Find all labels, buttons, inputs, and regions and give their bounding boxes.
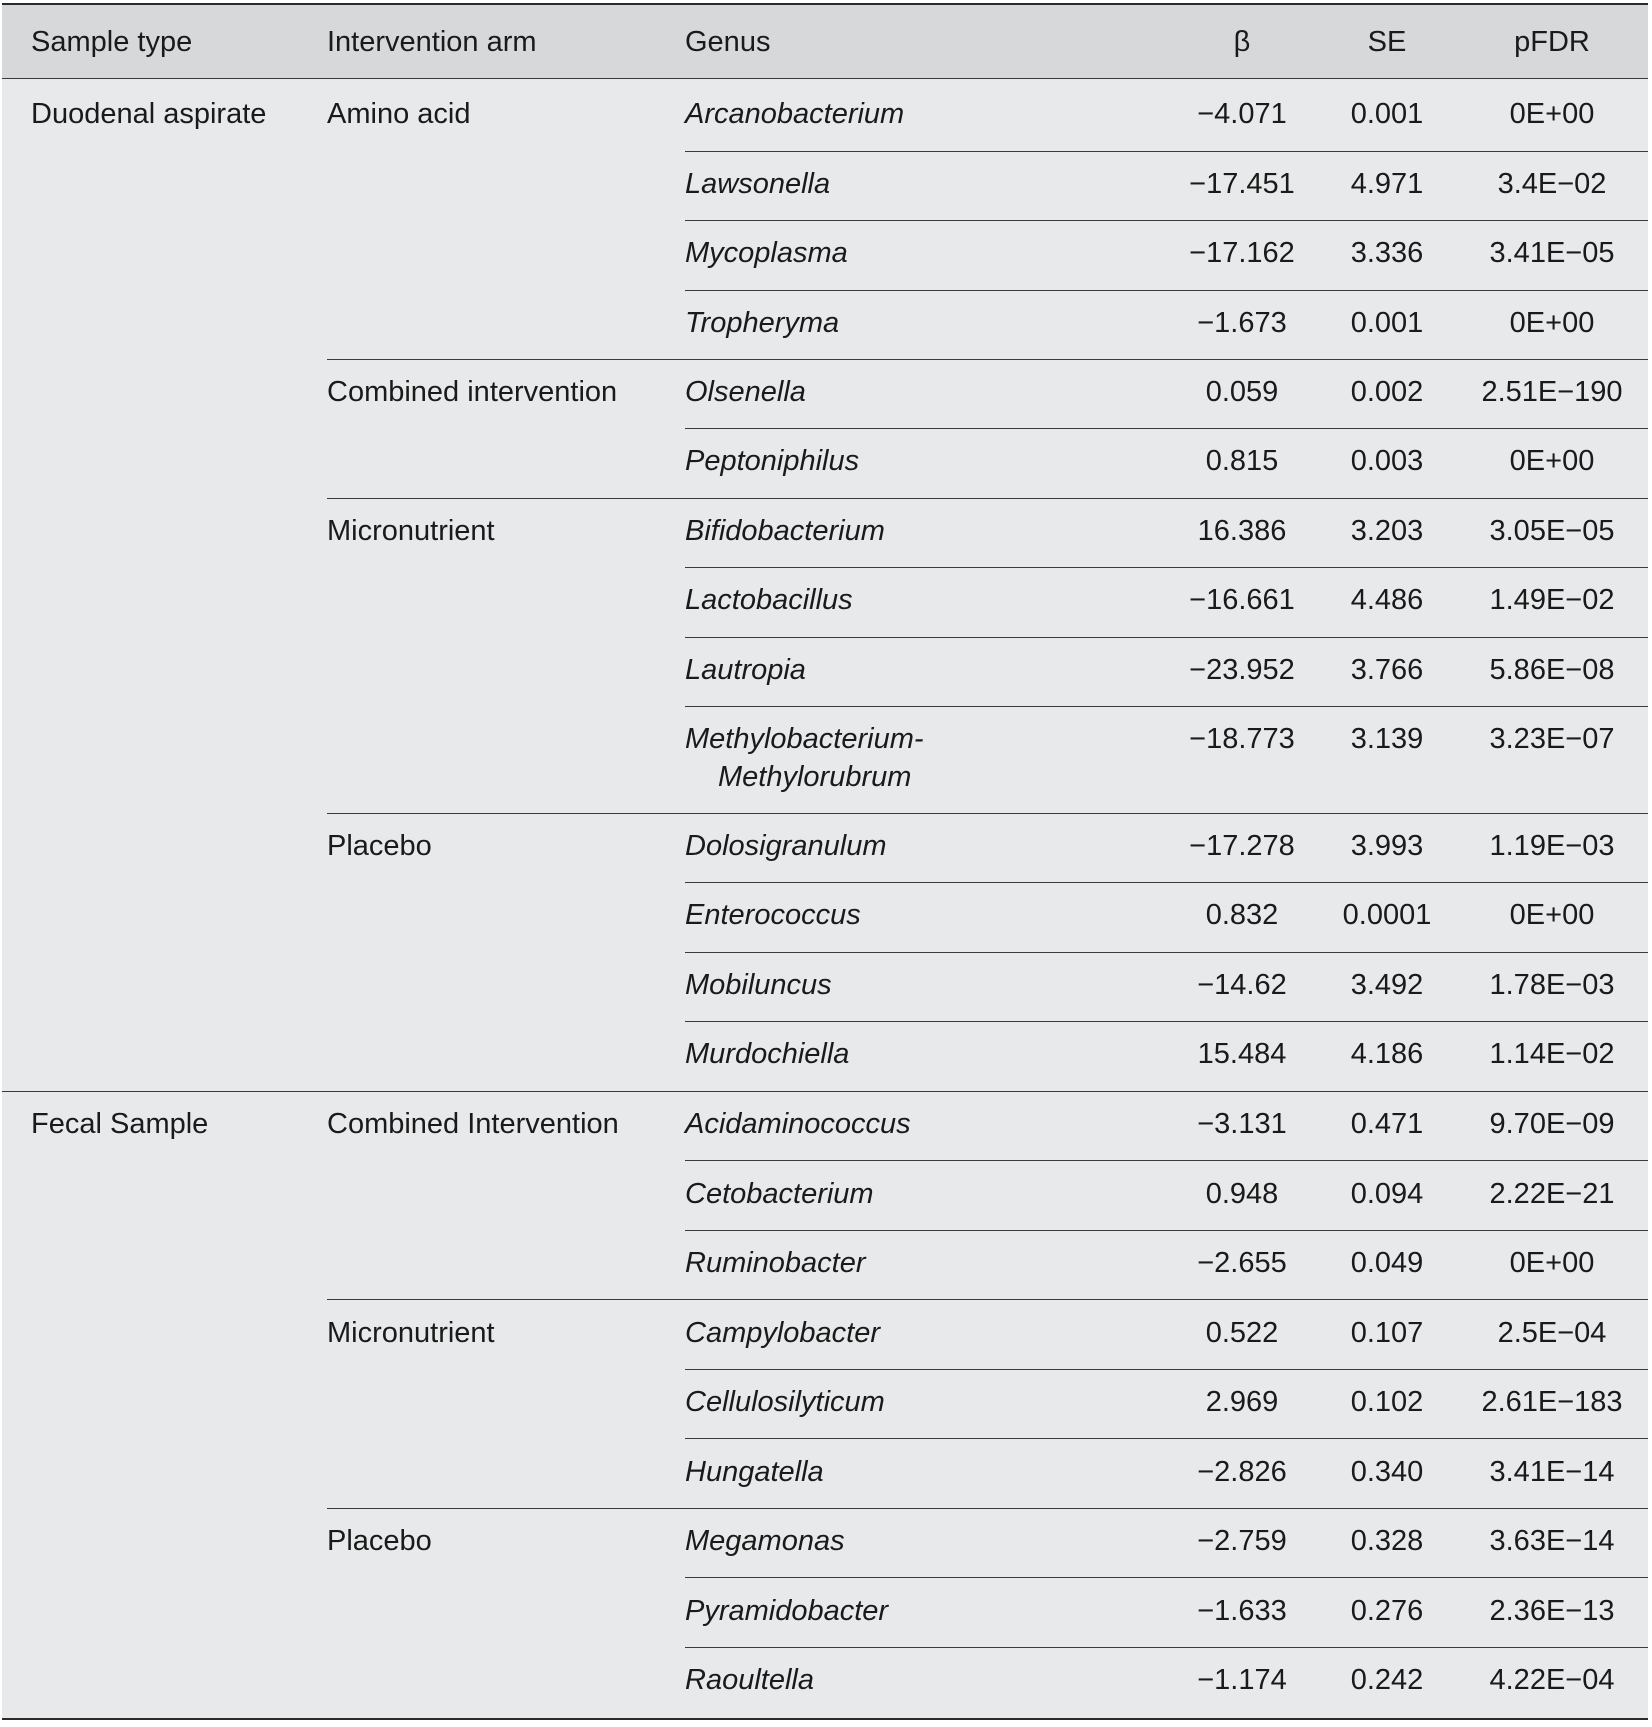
- row-divider: [685, 1230, 1648, 1231]
- cell-pfdr: 0E+00: [1509, 307, 1595, 339]
- cell-genus: Raoultella: [685, 1664, 814, 1696]
- cell-se: 0.102: [1350, 1386, 1424, 1418]
- cell-pfdr: 4.22E−04: [1489, 1664, 1615, 1696]
- cell-genus: Tropheryma: [685, 307, 840, 339]
- row-divider: [685, 1438, 1648, 1439]
- cell-genus: Cellulosilyticum: [685, 1386, 885, 1418]
- cell-beta: −23.952: [1189, 654, 1295, 686]
- row-divider: [685, 1021, 1648, 1022]
- cell-beta: −1.174: [1197, 1664, 1287, 1696]
- cell-sample-type: Duodenal aspirate: [31, 98, 267, 130]
- cell-beta: 0.522: [1205, 1317, 1279, 1349]
- row-divider: [685, 151, 1648, 152]
- row-divider: [685, 1647, 1648, 1648]
- cell-beta: −4.071: [1197, 98, 1287, 130]
- cell-pfdr: 3.23E−07: [1489, 723, 1615, 755]
- cell-beta: 0.815: [1205, 445, 1279, 477]
- cell-beta: −2.759: [1197, 1525, 1287, 1557]
- table-header: [2, 5, 1648, 79]
- row-divider: [685, 952, 1648, 953]
- cell-genus: Bifidobacterium: [685, 515, 885, 547]
- cell-se: 4.971: [1350, 168, 1424, 200]
- cell-intervention-arm: Micronutrient: [327, 515, 495, 547]
- cell-se: 4.186: [1350, 1038, 1424, 1070]
- cell-pfdr: 2.51E−190: [1481, 376, 1623, 408]
- row-divider: [685, 637, 1648, 638]
- cell-se: 0.0001: [1342, 899, 1432, 931]
- cell-genus: Methylobacterium-: [685, 723, 924, 755]
- cell-beta: 0.059: [1205, 376, 1279, 408]
- cell-genus: Cetobacterium: [685, 1178, 874, 1210]
- cell-intervention-arm: Combined Intervention: [327, 1108, 619, 1140]
- cell-beta: 0.832: [1205, 899, 1279, 931]
- cell-beta: −17.162: [1189, 237, 1295, 269]
- row-divider: [685, 882, 1648, 883]
- header-pfdr: pFDR: [1514, 26, 1590, 58]
- cell-beta: −3.131: [1197, 1108, 1287, 1140]
- cell-se: 0.340: [1350, 1456, 1424, 1488]
- cell-pfdr: 1.49E−02: [1489, 584, 1615, 616]
- cell-se: 4.486: [1350, 584, 1424, 616]
- cell-beta: −14.62: [1197, 969, 1287, 1001]
- cell-pfdr: 0E+00: [1509, 1247, 1595, 1279]
- cell-pfdr: 9.70E−09: [1489, 1108, 1615, 1140]
- cell-se: 0.276: [1350, 1595, 1424, 1627]
- cell-intervention-arm: Micronutrient: [327, 1317, 495, 1349]
- cell-pfdr: 2.61E−183: [1481, 1386, 1623, 1418]
- cell-genus: Dolosigranulum: [685, 830, 887, 862]
- row-divider: [685, 290, 1648, 291]
- cell-beta: −18.773: [1189, 723, 1295, 755]
- cell-pfdr: 2.22E−21: [1489, 1178, 1615, 1210]
- row-divider: [685, 428, 1648, 429]
- cell-genus: Lactobacillus: [685, 584, 853, 616]
- row-divider: [2, 1091, 1648, 1092]
- cell-genus: Mobiluncus: [685, 969, 832, 1001]
- cell-beta: −1.673: [1197, 307, 1287, 339]
- cell-se: 0.094: [1350, 1178, 1424, 1210]
- cell-se: 0.107: [1350, 1317, 1424, 1349]
- cell-se: 3.766: [1350, 654, 1424, 686]
- cell-se: 0.001: [1350, 307, 1424, 339]
- cell-genus: Acidaminococcus: [685, 1108, 911, 1140]
- row-divider: [327, 1299, 1648, 1300]
- cell-genus: Mycoplasma: [685, 237, 848, 269]
- cell-se: 0.049: [1350, 1247, 1424, 1279]
- cell-beta: −2.826: [1197, 1456, 1287, 1488]
- cell-intervention-arm: Amino acid: [327, 98, 471, 130]
- cell-beta: −16.661: [1189, 584, 1295, 616]
- cell-genus: Megamonas: [685, 1525, 845, 1557]
- cell-genus: Murdochiella: [685, 1038, 850, 1070]
- cell-intervention-arm: Placebo: [327, 1525, 432, 1557]
- cell-pfdr: 1.14E−02: [1489, 1038, 1615, 1070]
- cell-se: 0.471: [1350, 1108, 1424, 1140]
- row-divider: [685, 1369, 1648, 1370]
- cell-pfdr: 3.63E−14: [1489, 1525, 1615, 1557]
- cell-intervention-arm: Placebo: [327, 830, 432, 862]
- cell-genus: Lautropia: [685, 654, 806, 686]
- cell-sample-type: Fecal Sample: [31, 1108, 209, 1140]
- row-divider: [685, 567, 1648, 568]
- cell-beta: −17.451: [1189, 168, 1295, 200]
- cell-genus: Enterococcus: [685, 899, 861, 931]
- row-divider: [685, 1160, 1648, 1161]
- results-table: [2, 3, 1648, 1720]
- cell-genus: Lawsonella: [685, 168, 831, 200]
- cell-genus: Campylobacter: [685, 1317, 881, 1349]
- row-divider: [327, 498, 1648, 499]
- cell-genus: Peptoniphilus: [685, 445, 860, 477]
- cell-se: 3.203: [1350, 515, 1424, 547]
- cell-pfdr: 0E+00: [1509, 445, 1595, 477]
- cell-se: 0.002: [1350, 376, 1424, 408]
- header-se: SE: [1367, 26, 1407, 58]
- cell-pfdr: 0E+00: [1509, 98, 1595, 130]
- cell-pfdr: 1.78E−03: [1489, 969, 1615, 1001]
- cell-genus: Pyramidobacter: [685, 1595, 889, 1627]
- cell-genus: Olsenella: [685, 376, 806, 408]
- cell-se: 3.336: [1350, 237, 1424, 269]
- header-sample-type: Sample type: [31, 26, 193, 58]
- cell-pfdr: 3.05E−05: [1489, 515, 1615, 547]
- cell-se: 0.242: [1350, 1664, 1424, 1696]
- cell-beta: 15.484: [1197, 1038, 1287, 1070]
- row-divider: [327, 813, 1648, 814]
- cell-pfdr: 2.5E−04: [1497, 1317, 1607, 1349]
- row-divider: [327, 359, 1648, 360]
- cell-intervention-arm: Combined intervention: [327, 376, 618, 408]
- cell-se: 0.001: [1350, 98, 1424, 130]
- cell-genus: Ruminobacter: [685, 1247, 866, 1279]
- cell-se: 0.328: [1350, 1525, 1424, 1557]
- cell-se: 3.139: [1350, 723, 1424, 755]
- cell-genus: Arcanobacterium: [685, 98, 905, 130]
- header-genus: Genus: [685, 26, 771, 58]
- cell-beta: 2.969: [1205, 1386, 1279, 1418]
- cell-pfdr: 1.19E−03: [1489, 830, 1615, 862]
- cell-se: 3.993: [1350, 830, 1424, 862]
- header-intervention-arm: Intervention arm: [327, 26, 537, 58]
- row-divider: [327, 1508, 1648, 1509]
- cell-beta: −17.278: [1189, 830, 1295, 862]
- cell-beta: 0.948: [1205, 1178, 1279, 1210]
- cell-pfdr: 2.36E−13: [1489, 1595, 1615, 1627]
- cell-beta: −2.655: [1197, 1247, 1287, 1279]
- cell-beta: 16.386: [1197, 515, 1287, 547]
- cell-beta: −1.633: [1197, 1595, 1287, 1627]
- row-divider: [685, 1577, 1648, 1578]
- row-divider: [685, 706, 1648, 707]
- cell-pfdr: 3.4E−02: [1497, 168, 1607, 200]
- cell-genus-continued: Methylorubrum: [718, 761, 912, 793]
- cell-pfdr: 5.86E−08: [1489, 654, 1615, 686]
- cell-pfdr: 3.41E−05: [1489, 237, 1615, 269]
- cell-pfdr: 0E+00: [1509, 899, 1595, 931]
- cell-se: 3.492: [1350, 969, 1424, 1001]
- header-beta: β: [1233, 26, 1251, 58]
- cell-se: 0.003: [1350, 445, 1424, 477]
- cell-genus: Hungatella: [685, 1456, 824, 1488]
- row-divider: [685, 220, 1648, 221]
- cell-pfdr: 3.41E−14: [1489, 1456, 1615, 1488]
